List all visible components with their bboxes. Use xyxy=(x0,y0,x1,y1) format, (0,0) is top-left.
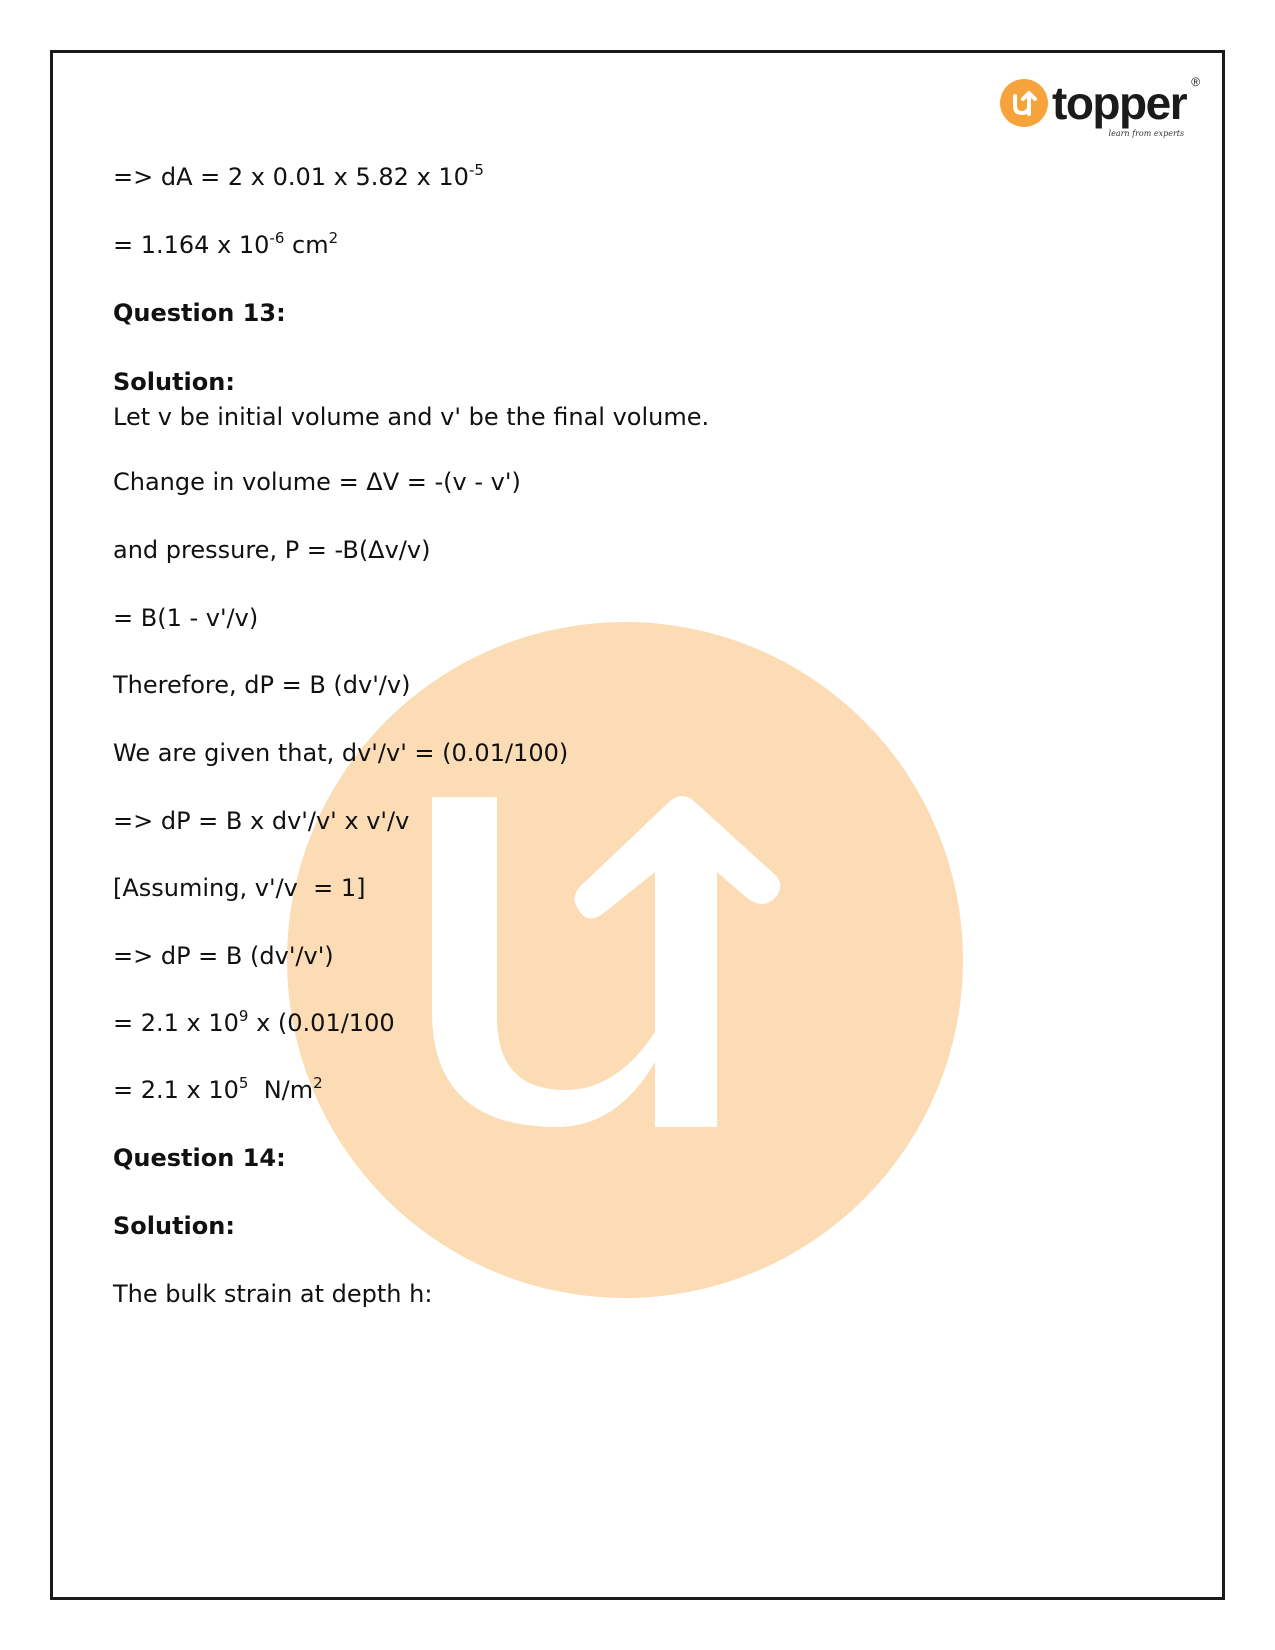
equation-line: Change in volume = ΔV = -(v - v') xyxy=(113,468,521,496)
brand-tagline: learn from experts xyxy=(1108,129,1185,138)
u-arrow-logo-icon xyxy=(1000,79,1048,127)
equation-line: = 1.164 x $10^{-6}$ $cm^2$ xyxy=(113,229,339,259)
brand-name: topper xyxy=(1052,77,1187,129)
equation-line: = B(1 - v'/v) xyxy=(113,604,259,632)
solution-heading: Solution: xyxy=(113,368,235,396)
equation-line: We are given that, dv'/v' = (0.01/100) xyxy=(113,739,569,767)
text-line: Let v be initial volume and v' be the final volume. xyxy=(113,403,710,431)
question-heading: Question 14: xyxy=(113,1144,286,1172)
registered-mark: ® xyxy=(1191,75,1201,89)
question-heading: Question 13: xyxy=(113,299,286,327)
equation-line: and pressure, P = -B(Δv/v) xyxy=(113,536,431,564)
equation-line: => dA = 2 x 0.01 x 5.82 x $10^{-5}$ xyxy=(113,161,484,191)
equation-line: = 2.1 x $10^5$ $N/m^2$ xyxy=(113,1074,323,1104)
equation-line: => dP = B (dv'/v') xyxy=(113,942,334,970)
equation-line: => dP = B x dv'/v' x v'/v xyxy=(113,807,410,835)
solution-heading: Solution: xyxy=(113,1212,235,1240)
equation-line: Therefore, dP = B (dv'/v) xyxy=(113,671,411,699)
equation-line: = 2.1 x $10^9$ x (0.01/100 xyxy=(113,1007,395,1037)
watermark-logo-icon xyxy=(287,622,963,1298)
text-line: The bulk strain at depth h: xyxy=(113,1280,433,1308)
brand-logo xyxy=(1000,72,1201,138)
equation-line: [Assuming, v'/v = 1] xyxy=(113,874,366,902)
